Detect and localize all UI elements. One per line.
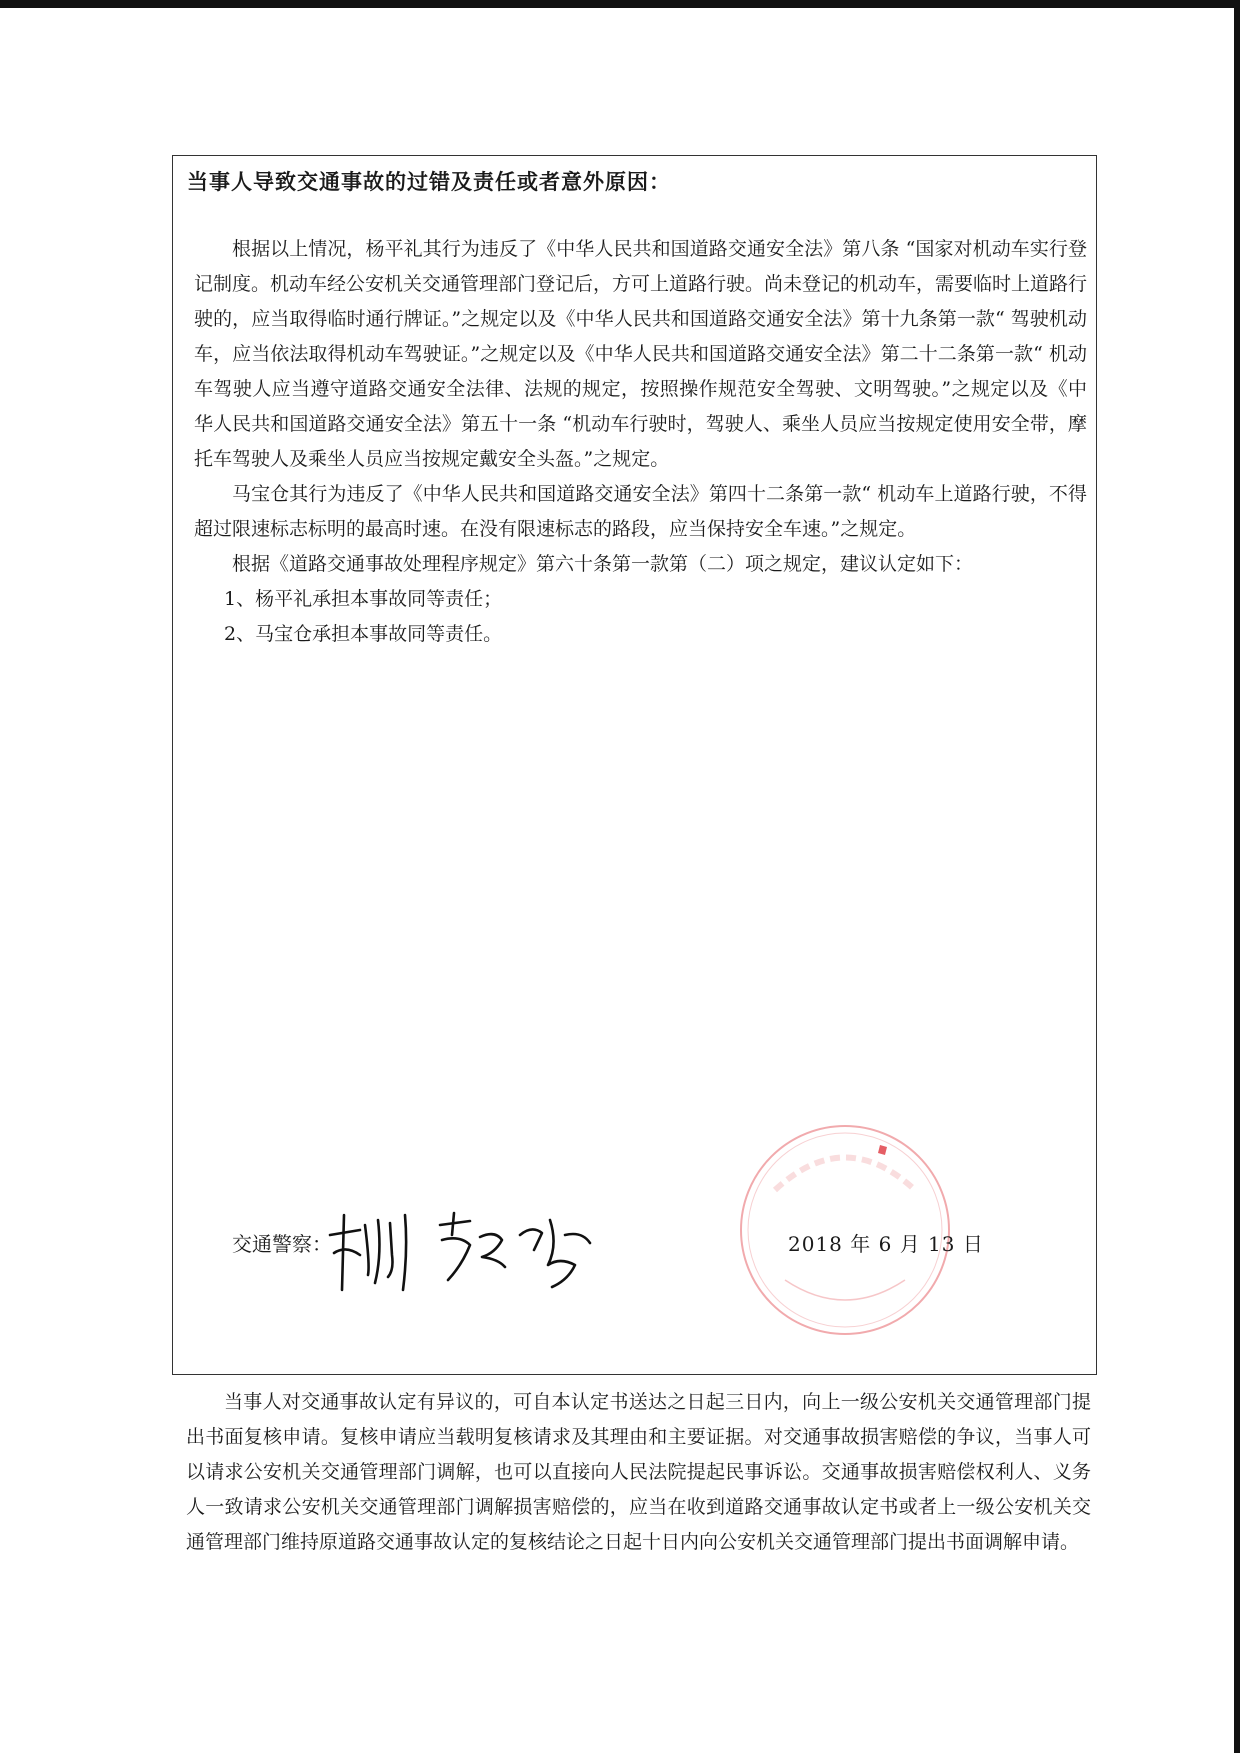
appeal-notice [186, 1385, 1091, 1560]
responsibility-body [194, 232, 1087, 652]
issue-date: 2018 年 6 月 13 日 [788, 1232, 984, 1256]
paragraph-ma: 马宝仓其行为违反了《中华人民共和国道路交通安全法》第四十二条第一款“ 机动车上道路行驶，不得超过限速标志标明的最高时速。在没有限速标志的路段，应当保持安全车速。”之规定。 [194, 483, 1087, 540]
finding-item-1: 1、杨平礼承担本事故同等责任； [224, 588, 503, 610]
paragraph-basis: 根据《道路交通事故处理程序规定》第六十条第一款第（二）项之规定，建议认定如下： [232, 553, 974, 575]
scan-edge-top [0, 0, 1240, 8]
section-heading: 当事人导致交通事故的过错及责任或者意外原因： [187, 169, 671, 194]
finding-item-2: 2、马宝仓承担本事故同等责任。 [224, 623, 503, 645]
paragraph-yang: 根据以上情况，杨平礼其行为违反了《中华人民共和国道路交通安全法》第八条 “国家对机动车实行登记制度。机动车经公安机关交通管理部门登记后，方可上道路行驶。尚未登记的机动车，需要临时上道路行驶的，应当取得临时通行牌证。”之规定以及《中华人民共和国道路交通安全法》第十九条第一款“ 驾驶机动车，应当依法取得机动车驾驶证。”之规定以及《中华人民共和国道路交通安全法》第二十二条第一款“ 机动车驾驶人应当遵守道路交通安全法律、法规的规定，按照操作规范安全驾驶、文明驾驶。”之规定以及《中华人民共和国道路交通安全法》第五十一条 “机动车行驶时，驾驶人、乘坐人员应当按规定使用安全带，摩托车驾驶人及乘坐人员应当按规定戴安全头盔。”之规定。 [194, 238, 1088, 470]
traffic-police-label: 交通警察： [232, 1232, 332, 1256]
scan-edge-right [1234, 0, 1240, 1753]
notice-paragraph: 当事人对交通事故认定有异议的，可自本认定书送达之日起三日内，向上一级公安机关交通管理部门提出书面复核申请。复核申请应当载明复核请求及其理由和主要证据。对交通事故损害赔偿的争议，当事人可以请求公安机关交通管理部门调解，也可以直接向人民法院提起民事诉讼。交通事故损害赔偿权利人、义务人一致请求公安机关交通管理部门调解损害赔偿的，应当在收到道路交通事故认定书或者上一级公安机关交通管理部门维持原道路交通事故认定的复核结论之日起十日内向公安机关交通管理部门提出书面调解申请。 [186, 1391, 1091, 1553]
officer-signature-icon [320, 1195, 620, 1305]
